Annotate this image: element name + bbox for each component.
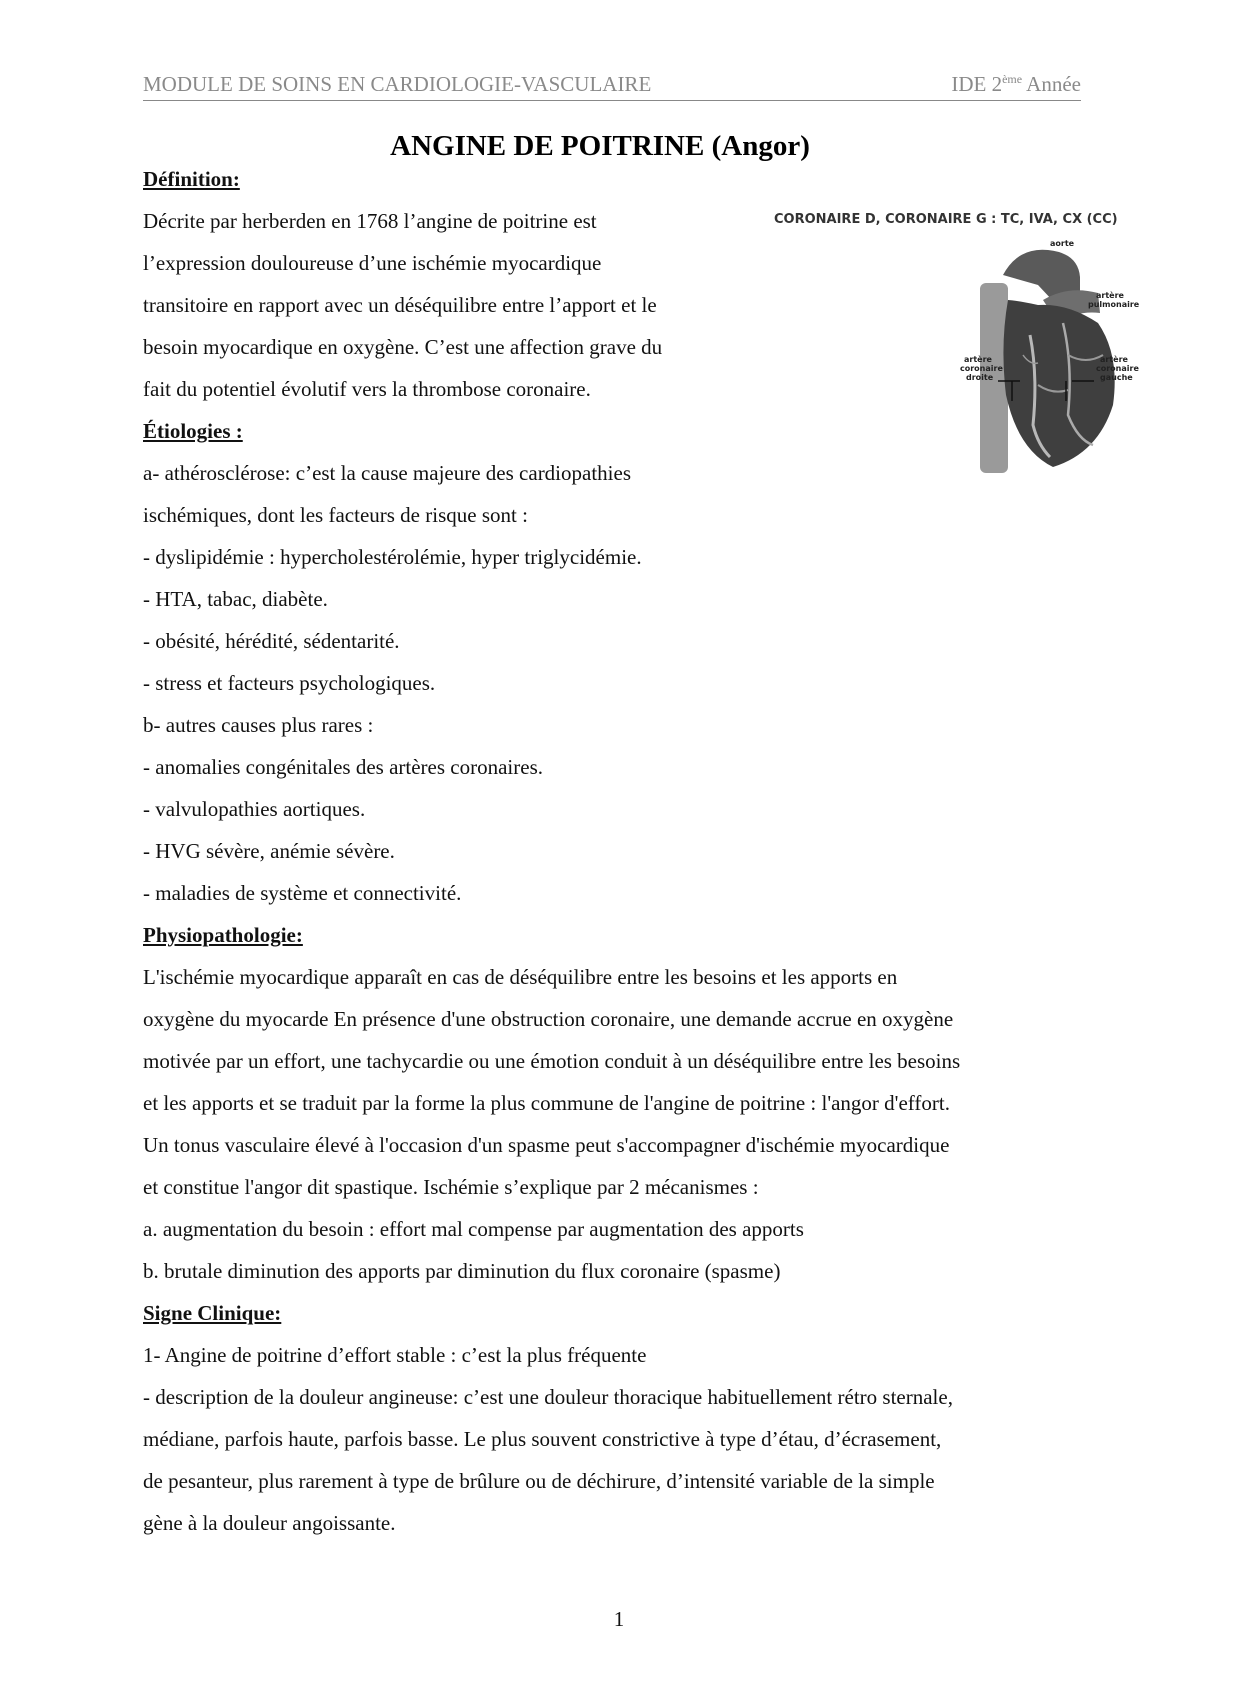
etiologies-line: - anomalies congénitales des artères coronaires. [143,755,543,779]
header-level-sup: ème [1002,72,1023,86]
definition-line: besoin myocardique en oxygène. C’est une affection grave du [143,335,663,359]
physiopathologie-line: Un tonus vasculaire élevé à l'occasion d'un spasme peut s'accompagner d'ischémie myocardique [143,1133,950,1157]
etiologies-line: b- autres causes plus rares : [143,713,374,737]
physiopathologie-line: et les apports et se traduit par la forme la plus commune de l'angine de poitrine : l'angor d'effort. [143,1091,950,1115]
label-gauche-3: gauche [1100,373,1133,382]
etiologies-line: - HTA, tabac, diabète. [143,587,328,611]
definition-line: transitoire en rapport avec un déséquilibre entre l’apport et le [143,293,657,317]
label-pulm-2: pulmonaire [1088,300,1140,309]
signe-clinique-line: 1- Angine de poitrine d’effort stable : c’est la plus fréquente [143,1343,647,1367]
physiopathologie-line: b. brutale diminution des apports par diminution du flux coronaire (spasme) [143,1259,781,1283]
signe-clinique-line: gène à la douleur angoissante. [143,1511,396,1535]
label-gauche-2: coronaire [1096,364,1139,373]
physiopathologie-line: oxygène du myocarde En présence d'une obstruction coronaire, une demande accrue en oxygène [143,1007,954,1031]
header-module-title: MODULE DE SOINS EN CARDIOLOGIE-VASCULAIRE [143,72,652,96]
header-class-level [951,72,1081,97]
etiologies-line: ischémiques, dont les facteurs de risque sont : [143,503,528,527]
header-level-suffix: Année [1022,72,1081,96]
running-header [143,72,1081,101]
etiologies-heading: Étiologies : [143,419,243,443]
physiopathologie-line: L'ischémie myocardique apparaît en cas de déséquilibre entre les besoins et les apports en [143,965,898,989]
definition-line: l’expression douloureuse d’une ischémie myocardique [143,251,602,275]
physiopathologie-line: motivée par un effort, une tachycardie ou une émotion conduit à un déséquilibre entre les besoins [143,1049,961,1073]
label-gauche-1: artère [1100,355,1128,364]
page-number: 1 [613,1607,625,1631]
etiologies-line: - stress et facteurs psychologiques. [143,671,436,695]
heart-illustration [768,205,1140,485]
etiologies-line: a- athérosclérose: c’est la cause majeure des cardiopathies [143,461,632,485]
heart-body [1003,300,1114,467]
definition-line: fait du potentiel évolutif vers la thrombose coronaire. [143,377,591,401]
physiopathologie-heading: Physiopathologie: [143,923,303,947]
document-title: ANGINE DE POITRINE (Angor) [390,130,810,162]
label-droite-2: coronaire [960,364,1003,373]
etiologies-line: - maladies de système et connectivité. [143,881,462,905]
physiopathologie-line: et constitue l'angor dit spastique. Ischémie s’explique par 2 mécanismes : [143,1175,759,1199]
physiopathologie-line: a. augmentation du besoin : effort mal compense par augmentation des apports [143,1217,804,1241]
figure-caption: CORONAIRE D, CORONAIRE G : TC, IVA, CX (CC) [774,212,1118,227]
signe-clinique-line: - description de la douleur angineuse: c’est une douleur thoracique habituellement rétro sternale, [143,1385,953,1409]
signe-clinique-heading: Signe Clinique: [143,1301,282,1325]
label-aorte: aorte [1050,239,1075,248]
heart-coronary-figure [768,205,1140,485]
definition-line: Décrite par herberden en 1768 l’angine de poitrine est [143,209,597,233]
signe-clinique-line: de pesanteur, plus rarement à type de brûlure ou de déchirure, d’intensité variable de la simple [143,1469,935,1493]
signe-clinique-line: médiane, parfois haute, parfois basse. Le plus souvent constrictive à type d’étau, d’écrasement, [143,1427,942,1451]
label-pulm-1: artère [1096,291,1124,300]
etiologies-line: - dyslipidémie : hypercholestérolémie, hyper triglycidémie. [143,545,642,569]
label-droite-3: droite [966,373,994,382]
etiologies-line: - valvulopathies aortiques. [143,797,366,821]
header-level-prefix: IDE 2 [951,72,1003,96]
label-droite-1: artère [964,355,992,364]
definition-heading: Définition: [143,167,240,191]
etiologies-line: - HVG sévère, anémie sévère. [143,839,395,863]
etiologies-line: - obésité, hérédité, sédentarité. [143,629,400,653]
